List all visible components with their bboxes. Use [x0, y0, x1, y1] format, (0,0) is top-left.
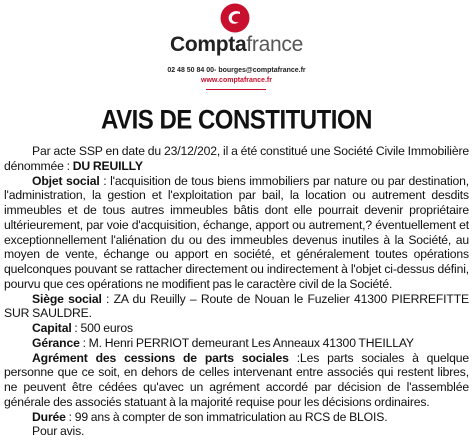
agrement-paragraph	[4, 351, 469, 410]
logo-disc	[221, 4, 250, 33]
intro-text: Par acte SSP en date du 23/12/202, il a été constitué une Société Civile Immobilière dénommée :	[4, 144, 469, 173]
brand-name-strong: Compta	[170, 33, 247, 56]
agrement-text: :Les parts sociales à quelque personne que ce soit, en dehors de celles intervenant entre associés qui restent libres, ne peuvent être cédées qu'avec un agrément accordé par décision de l'assemblée générale des associés statuant à la majorité requise pour les décisions ordinaires.	[4, 350, 470, 409]
header-divider	[206, 89, 266, 90]
duree-paragraph	[4, 410, 469, 425]
gerance-paragraph	[4, 336, 469, 351]
gerance-label: Gérance	[32, 335, 80, 350]
siege-label: Siège social	[32, 291, 102, 306]
contact-line: 02 48 50 84 00- bourges@comptafrance.fr	[167, 67, 306, 74]
agrement-label: Agrément des cessions de parts sociales	[32, 350, 289, 365]
siege-text: : ZA du Reuilly – Route de Nouan le Fuzelier 41300 PIERREFITTE SUR SAULDRE.	[4, 291, 469, 321]
company-name: DU REUILLY	[72, 158, 143, 173]
closing-paragraph: Pour avis.	[32, 424, 85, 439]
objet-text: : l'acquisition de tous biens immobiliers par nature ou par destination, l'administration, la gestion et l'exploitation par bail, la location ou autrement desdits immeubles et de tous autres immeubles bâtis dont elle pourrait devenir propriétaire ultérieurement, par voie d'acquisition, échange, apport ou autrement,? éventuellement et exceptionnellement l'aliénation du ou des immeubles devenus inutiles à la Société, au moyen de vente, échange ou apport en société, et généralement toutes opérations quelconques pouvant se rattacher directement ou indirectement à l'objet ci-dessus défini, pourvu que ces opérations ne modifient pas le caractère civil de la Société.	[4, 173, 469, 291]
comptafrance-logo-icon	[220, 3, 250, 33]
objet-paragraph	[4, 174, 469, 292]
intro-paragraph	[4, 144, 469, 174]
capital-text: : 500 euros	[71, 321, 133, 335]
duree-label: Durée	[32, 409, 66, 424]
company-header	[0, 0, 473, 92]
brand-name	[0, 33, 473, 57]
notice-title: AVIS DE CONSTITUTION	[101, 105, 372, 136]
capital-paragraph	[4, 321, 469, 336]
siege-paragraph	[4, 292, 469, 322]
website-link[interactable]: www.comptafrance.fr	[201, 77, 272, 84]
duree-text: : 99 ans à compter de son immatriculation au RCS de BLOIS.	[65, 409, 388, 424]
gerance-text: : M. Henri PERRIOT demeurant Les Anneaux 41300 THEILLAY	[79, 335, 414, 350]
brand-name-light: france	[246, 33, 303, 56]
capital-label: Capital	[32, 321, 72, 335]
objet-label: Objet social	[32, 173, 100, 188]
notice-body	[4, 144, 469, 439]
